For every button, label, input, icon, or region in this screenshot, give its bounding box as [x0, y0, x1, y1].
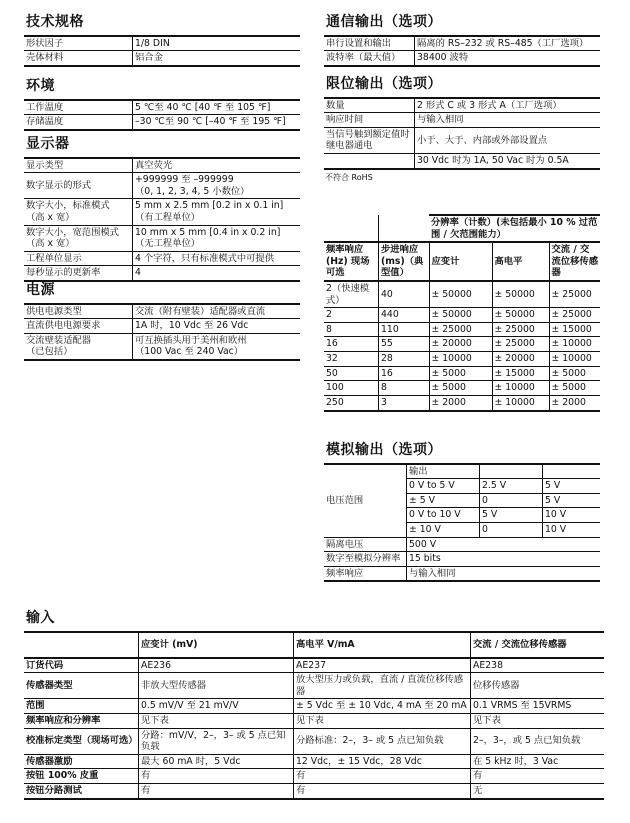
table-cell: ± 5000: [549, 366, 600, 381]
table-row: [24, 158, 300, 173]
row-value: –30 ℃至 90 ℃ [–40 ℉ 至 195 ℉]: [133, 115, 301, 130]
table-row: [24, 699, 604, 714]
table-cell: 110: [379, 322, 430, 337]
limit-table: [324, 97, 600, 170]
table-row: [324, 352, 600, 367]
table-row: [324, 113, 600, 128]
label-line: 交流壁装适配器: [26, 334, 92, 346]
table-cell: ± 25000: [429, 322, 492, 337]
table-row: [24, 728, 604, 754]
environment-title: 环境: [26, 78, 55, 94]
power-title: 电源: [26, 282, 55, 298]
table-cell: 有: [294, 769, 471, 784]
table-row: [324, 322, 600, 337]
row-value: 38400 波特: [415, 51, 601, 66]
table-cell: ± 10000: [549, 337, 600, 352]
input-section: [24, 610, 604, 800]
row-label: 直流供电电源要求: [24, 319, 133, 334]
empty-cell: [24, 632, 139, 658]
label-line: 当信号触到额定值时: [326, 128, 410, 140]
row-label: 隔离电压: [324, 537, 407, 552]
row-value: [133, 199, 301, 225]
table-cell: ± 5000: [429, 381, 492, 396]
value-line: 10 mm x 5 mm [0.4 in x 0.2 in]: [135, 226, 281, 238]
table-cell: 16: [324, 337, 379, 352]
frequency-table: [324, 214, 600, 412]
table-cell: ± 25000: [549, 281, 600, 308]
row-label: 供电电源类型: [26, 305, 82, 317]
row-label: 数字至模拟分辨率: [324, 552, 407, 567]
table-row: [24, 304, 300, 319]
row-value: 500 V: [407, 537, 601, 552]
range-cell: 0 V to 10 V: [407, 508, 480, 523]
display-table: [24, 157, 300, 282]
table-cell: ± 5000: [549, 381, 600, 396]
resolution-span-header: 分辨率（计数）(未包括最小 10 % 过范围 / 欠范围能力）: [429, 215, 600, 242]
table-row: [24, 173, 300, 199]
empty-cell: [480, 464, 543, 479]
row-label: 形状因子: [26, 37, 64, 49]
table-row: [324, 281, 600, 308]
table-cell: ± 10000: [492, 381, 549, 396]
column-header: 高电平: [492, 242, 549, 281]
table-cell: 250: [324, 395, 379, 410]
label-line: 数字大小，标准模式: [26, 200, 110, 212]
table-cell: ± 10000: [429, 352, 492, 367]
table-row: [324, 552, 600, 567]
environment-table: [24, 99, 300, 131]
table-row: [24, 115, 300, 130]
table-cell: 位移传感器: [471, 673, 605, 699]
range-cell: 0: [480, 493, 543, 508]
table-cell: ± 50000: [429, 281, 492, 308]
row-value: [133, 333, 301, 360]
row-value: 交流（附有壁装）适配器或直流: [133, 304, 301, 319]
comm-section: [324, 14, 600, 67]
row-value: 隔离的 RS–232 或 RS–485（工厂选项）: [415, 36, 601, 51]
table-cell: 28: [379, 352, 430, 367]
row-value: 1A 时，10 Vdc 至 26 Vdc: [133, 319, 301, 334]
table-cell: ± 2000: [549, 395, 600, 410]
row-value: 小于、大于、内部或外部设置点: [415, 127, 601, 153]
table-cell: ± 25000: [492, 322, 549, 337]
row-label: 按钮 100% 皮重: [24, 769, 139, 784]
row-value: 1/8 DIN: [133, 36, 301, 51]
analog-table: [324, 463, 600, 583]
row-value: 4: [133, 266, 301, 281]
table-cell: 见下表: [139, 713, 294, 728]
table-cell: ± 20000: [429, 337, 492, 352]
table-row: [324, 566, 600, 581]
table-cell: 有: [139, 769, 294, 784]
range-cell: 5 V: [480, 508, 543, 523]
table-cell: 3: [379, 395, 430, 410]
power-section: [24, 282, 300, 361]
table-row: [24, 36, 300, 51]
empty-cell: [543, 464, 601, 479]
table-cell: ± 10000: [492, 395, 549, 410]
table-cell: 有: [294, 783, 471, 798]
range-cell: 2.5 V: [480, 479, 543, 494]
table-row: [324, 36, 600, 51]
table-row: [324, 51, 600, 66]
table-cell: 见下表: [294, 713, 471, 728]
table-cell: 分路：mV/V，2–，3– 或 5 点已知负载: [139, 728, 294, 754]
row-label: 数量: [326, 99, 345, 111]
table-cell: 55: [379, 337, 430, 352]
display-title: 显示器: [26, 136, 70, 152]
table-cell: ± 50000: [492, 308, 549, 323]
row-label: 响应时间: [324, 113, 415, 128]
table-cell: 见下表: [471, 713, 605, 728]
table-cell: 12 Vdc，± 15 Vdc，28 Vdc: [294, 754, 471, 769]
table-cell: 2（快速模式）: [324, 281, 379, 308]
table-cell: 有: [471, 769, 605, 784]
table-row: [324, 127, 600, 153]
table-header-row: [24, 632, 604, 658]
specs-section: [24, 14, 300, 67]
table-row: [24, 769, 604, 784]
row-label: 订货代码: [26, 659, 64, 671]
table-cell: ± 20000: [492, 352, 549, 367]
row-label: 传感器类型: [24, 673, 139, 699]
row-value: 5 ℃至 40 ℃ [40 ℉ 至 105 ℉]: [133, 100, 301, 115]
table-cell: ± 25000: [492, 337, 549, 352]
table-cell: 40: [379, 281, 430, 308]
table-row: [24, 673, 604, 699]
label-line: （高 x 宽）: [26, 238, 75, 250]
row-label: 显示类型: [26, 159, 64, 171]
range-cell: ± 10 V: [407, 522, 480, 537]
table-cell: AE237: [294, 658, 471, 673]
table-cell: ± 50000: [492, 281, 549, 308]
table-row: [24, 713, 604, 728]
frequency-table-section: [324, 214, 600, 412]
table-cell: 0.1 VRMS 至 15VRMS: [471, 699, 605, 714]
table-cell: 有: [139, 783, 294, 798]
row-value: [133, 225, 301, 251]
output-header: 输出: [407, 464, 480, 479]
table-row: [324, 464, 600, 479]
row-value: 铝合金: [133, 51, 301, 66]
row-label: 工作温度: [26, 101, 64, 113]
row-label: 频率响应: [324, 566, 407, 581]
table-cell: 非放大型传感器: [139, 673, 294, 699]
value-line: （有工程单位）: [135, 211, 201, 223]
voltage-range-label: 电压范围: [326, 494, 364, 506]
row-label: 按钮分路测试: [24, 783, 139, 798]
table-row: [24, 333, 300, 360]
comm-table: [324, 35, 600, 67]
row-label: 波特率（最大值）: [324, 51, 415, 66]
range-cell: ± 5 V: [407, 493, 480, 508]
table-row: [24, 199, 300, 225]
row-value: 15 bits: [407, 552, 601, 567]
table-cell: 放大型压力或负载，直流 / 直流位移传感器: [294, 673, 471, 699]
table-cell: ± 50000: [429, 308, 492, 323]
table-row: [324, 366, 600, 381]
range-cell: 10 V: [543, 522, 601, 537]
row-label: 存储温度: [24, 115, 133, 130]
table-header-row: [324, 242, 600, 281]
table-row: [24, 51, 300, 66]
table-cell: 0.5 mV/V 至 21 mV/V: [139, 699, 294, 714]
table-cell: 440: [379, 308, 430, 323]
column-header: 交流 / 交流位移传感器: [471, 632, 605, 658]
row-value: 30 Vdc 时为 1A, 50 Vac 时为 0.5A: [415, 153, 601, 168]
row-value: 真空荧光: [133, 158, 301, 173]
rohs-note: 不符合 RoHS: [325, 172, 373, 182]
column-header: 步进响应 (ms)（典型值）: [379, 242, 430, 281]
analog-section: [324, 442, 600, 582]
table-cell: 在 5 kHz 时，3 Vac: [471, 754, 605, 769]
row-label: [324, 127, 415, 153]
range-cell: 0: [480, 522, 543, 537]
label-line: （高 x 宽）: [26, 211, 75, 223]
limit-section: [324, 76, 600, 183]
table-cell: ± 2000: [429, 395, 492, 410]
table-cell: 32: [324, 352, 379, 367]
specs-table: [24, 35, 300, 67]
row-value: [133, 173, 301, 199]
table-cell: 50: [324, 366, 379, 381]
table-row: [324, 381, 600, 396]
row-label: [24, 199, 133, 225]
value-line: （无工程单位）: [135, 238, 201, 250]
row-label: 范围: [24, 699, 139, 714]
table-row: [324, 337, 600, 352]
row-label: [24, 225, 133, 251]
input-title: 输入: [26, 610, 55, 626]
range-cell: 5 V: [543, 493, 601, 508]
range-cell: 5 V: [543, 479, 601, 494]
value-line: 可互换插头用于美州和欧州: [135, 334, 247, 346]
row-label: 壳体材料: [24, 51, 133, 66]
input-table: [24, 631, 604, 800]
specs-title: 技术规格: [26, 14, 84, 30]
table-row: [24, 266, 300, 281]
table-cell: 8: [379, 381, 430, 396]
table-cell: AE236: [139, 658, 294, 673]
row-label: 工程单位显示: [24, 251, 133, 266]
analog-title: 模拟输出（选项）: [326, 442, 442, 458]
column-header: 频率响应 (Hz) 现场可选: [324, 242, 379, 281]
table-cell: 2–，3–，或 5 点已知负载: [471, 728, 605, 754]
table-cell: 无: [471, 783, 605, 798]
table-cell: 2: [324, 308, 379, 323]
table-row: [24, 225, 300, 251]
column-header: 应变计: [429, 242, 492, 281]
range-cell: 10 V: [543, 508, 601, 523]
column-header: 应变计 (mV): [139, 632, 294, 658]
table-row: [24, 658, 604, 673]
row-label: 串行设置和输出: [326, 37, 392, 49]
table-cell: ± 15000: [549, 322, 600, 337]
empty-cell: [379, 215, 430, 242]
table-row: [24, 783, 604, 798]
table-row: [24, 319, 300, 334]
row-value: 4 个字符，只有标准模式中可提供: [133, 251, 301, 266]
table-row: [324, 98, 600, 113]
range-cell: 0 V to 5 V: [407, 479, 480, 494]
power-table: [24, 303, 300, 361]
table-header-row: [324, 215, 600, 242]
environment-section: [24, 78, 300, 131]
row-label: [324, 153, 415, 168]
table-cell: ± 15000: [492, 366, 549, 381]
table-row: [24, 251, 300, 266]
table-row: [324, 395, 600, 410]
table-row: [324, 153, 600, 168]
row-label: 传感器激励: [24, 754, 139, 769]
value-line: 5 mm x 2.5 mm [0.2 in x 0.1 in]: [135, 200, 284, 212]
row-label: [24, 333, 133, 360]
row-value: 2 形式 C 或 3 形式 A（工厂选项）: [415, 98, 601, 113]
table-row: [24, 754, 604, 769]
row-label: 校准标定类型（现场可选）: [24, 728, 139, 754]
value-line: +999999 至 –999999: [135, 174, 234, 186]
table-cell: 16: [379, 366, 430, 381]
value-line: （100 Vac 至 240 Vac）: [135, 346, 244, 358]
table-row: [24, 100, 300, 115]
table-row: [324, 537, 600, 552]
display-section: [24, 136, 300, 282]
label-line: （已包括）: [26, 346, 73, 358]
table-cell: ± 25000: [549, 308, 600, 323]
row-label: 每秒显示的更新率: [24, 266, 133, 281]
row-label: 频率响应和分辨率: [24, 713, 139, 728]
table-cell: 100: [324, 381, 379, 396]
table-cell: 最大 60 mA 时，5 Vdc: [139, 754, 294, 769]
row-value: 与输入相同: [415, 113, 601, 128]
column-header: 高电平 V/mA: [294, 632, 471, 658]
label-line: 继电器通电: [326, 140, 373, 152]
limit-title: 限位输出（选项）: [326, 76, 442, 92]
column-header: 交流 / 交流位移传感器: [549, 242, 600, 281]
table-cell: AE238: [471, 658, 605, 673]
value-line: （0, 1, 2, 3, 4, 5 小数位）: [135, 185, 250, 197]
table-cell: ± 10000: [549, 352, 600, 367]
table-cell: ± 5 Vdc 至 ± 10 Vdc, 4 mA 至 20 mA: [294, 699, 471, 714]
row-value: 与输入相同: [407, 566, 601, 581]
table-cell: 分路标准：2–，3– 或 5 点已知负载: [294, 728, 471, 754]
table-row: [324, 308, 600, 323]
row-label: 数字显示的形式: [24, 173, 133, 199]
empty-cell: [324, 215, 379, 242]
table-cell: ± 5000: [429, 366, 492, 381]
table-cell: 8: [324, 322, 379, 337]
comm-title: 通信输出（选项）: [326, 14, 442, 30]
label-line: 数字大小，宽范围模式: [26, 226, 119, 238]
